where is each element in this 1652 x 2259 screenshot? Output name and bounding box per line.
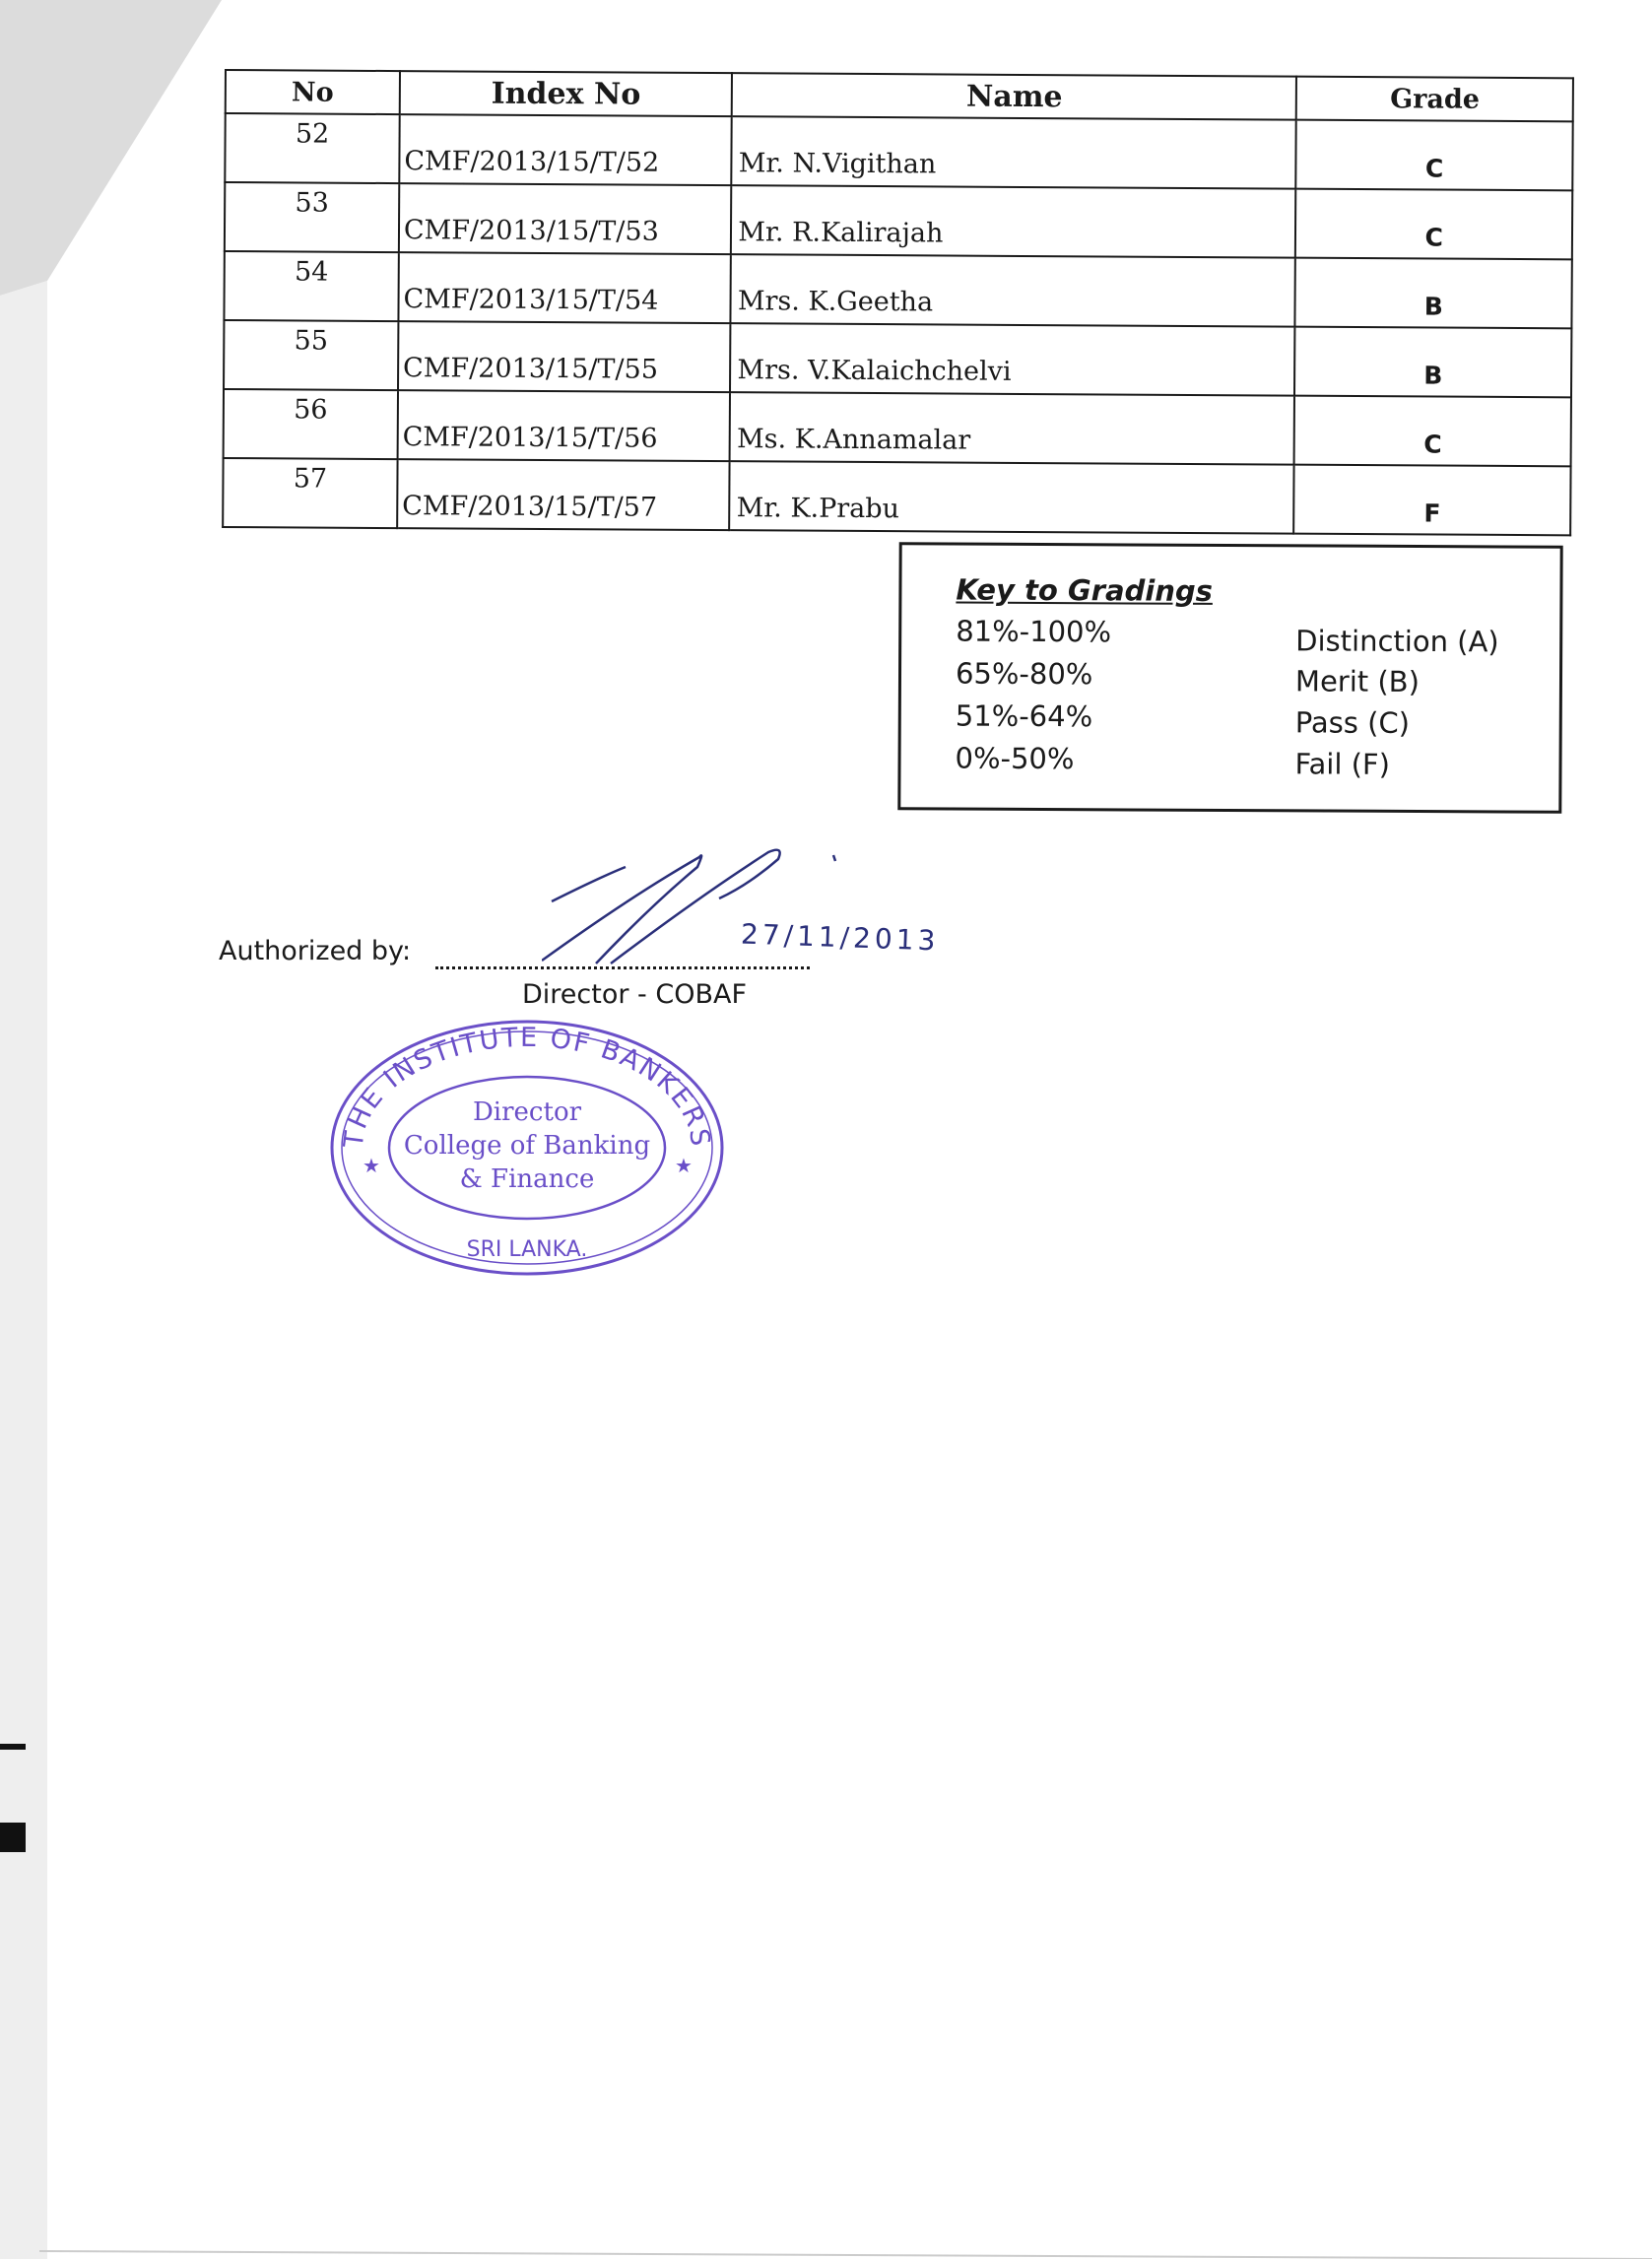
stamp-inner-line: Director (472, 1097, 582, 1127)
star-icon: ★ (363, 1154, 380, 1177)
cell-index: CMF/2013/15/T/53 (399, 183, 732, 254)
authorized-by-label: Authorized by: (219, 936, 412, 966)
cell-name: Mr. N.Vigithan (732, 116, 1297, 188)
results-table (222, 69, 1574, 536)
cell-no: 52 (225, 113, 399, 183)
cell-index: CMF/2013/15/T/56 (398, 390, 731, 461)
cell-name: Mr. R.Kalirajah (731, 185, 1296, 257)
grading-label: Pass (C) (1294, 705, 1411, 740)
cell-name: Mr. K.Prabu (729, 461, 1294, 533)
stamp-outer-bottom: SRI LANKA. (466, 1237, 588, 1262)
cell-grade: B (1294, 327, 1571, 398)
cell-index: CMF/2013/15/T/54 (398, 252, 731, 323)
cell-grade: C (1295, 189, 1572, 260)
grading-key-title: Key to Gradings (956, 572, 1214, 608)
handwritten-date: 27/11/2013 (740, 917, 940, 958)
cell-no: 53 (225, 182, 399, 252)
table-row (223, 458, 1570, 535)
table-row (224, 320, 1571, 397)
cell-no: 55 (224, 320, 398, 390)
header-grade: Grade (1296, 77, 1573, 122)
cell-name: Mrs. V.Kalaichchelvi (730, 323, 1295, 395)
cell-no: 56 (224, 389, 398, 459)
cell-index: CMF/2013/15/T/55 (398, 321, 731, 392)
cell-no: 57 (223, 458, 397, 528)
stamp-inner-line: College of Banking (403, 1131, 651, 1161)
stamp-outer-top: THE INSTITUTE OF BANKERS (338, 1022, 716, 1150)
cell-grade: B (1295, 258, 1572, 329)
grading-label: Distinction (A) (1295, 624, 1499, 659)
cell-grade: F (1294, 465, 1571, 536)
stamp-inner-text (325, 1096, 729, 1196)
table-row (225, 113, 1572, 190)
cell-name: Ms. K.Annamalar (730, 392, 1295, 464)
table-row (225, 182, 1572, 259)
handwritten-signature (542, 837, 956, 985)
table-row (224, 389, 1571, 466)
header-no: No (226, 70, 400, 114)
table-row (224, 251, 1571, 328)
cell-index: CMF/2013/15/T/52 (399, 114, 732, 185)
cell-index: CMF/2013/15/T/57 (397, 459, 730, 530)
header-name: Name (732, 73, 1296, 120)
header-index: Index No (400, 71, 733, 116)
signatory-title: Director - COBAF (522, 979, 747, 1010)
star-icon: ★ (675, 1154, 693, 1177)
institute-stamp (325, 1015, 729, 1281)
cell-name: Mrs. K.Geetha (731, 254, 1296, 326)
grading-range: 0%-50% (955, 741, 1075, 776)
grading-label: Merit (B) (1294, 664, 1421, 699)
stamp-inner-line: & Finance (459, 1164, 595, 1194)
cell-no: 54 (224, 251, 398, 321)
grading-label: Fail (F) (1294, 747, 1391, 781)
cell-grade: C (1294, 396, 1571, 467)
grading-range: 81%-100% (956, 614, 1112, 649)
grading-range: 51%-64% (955, 698, 1093, 734)
cell-grade: C (1296, 120, 1573, 191)
grading-range: 65%-80% (955, 656, 1093, 692)
grading-key-box (897, 542, 1562, 814)
